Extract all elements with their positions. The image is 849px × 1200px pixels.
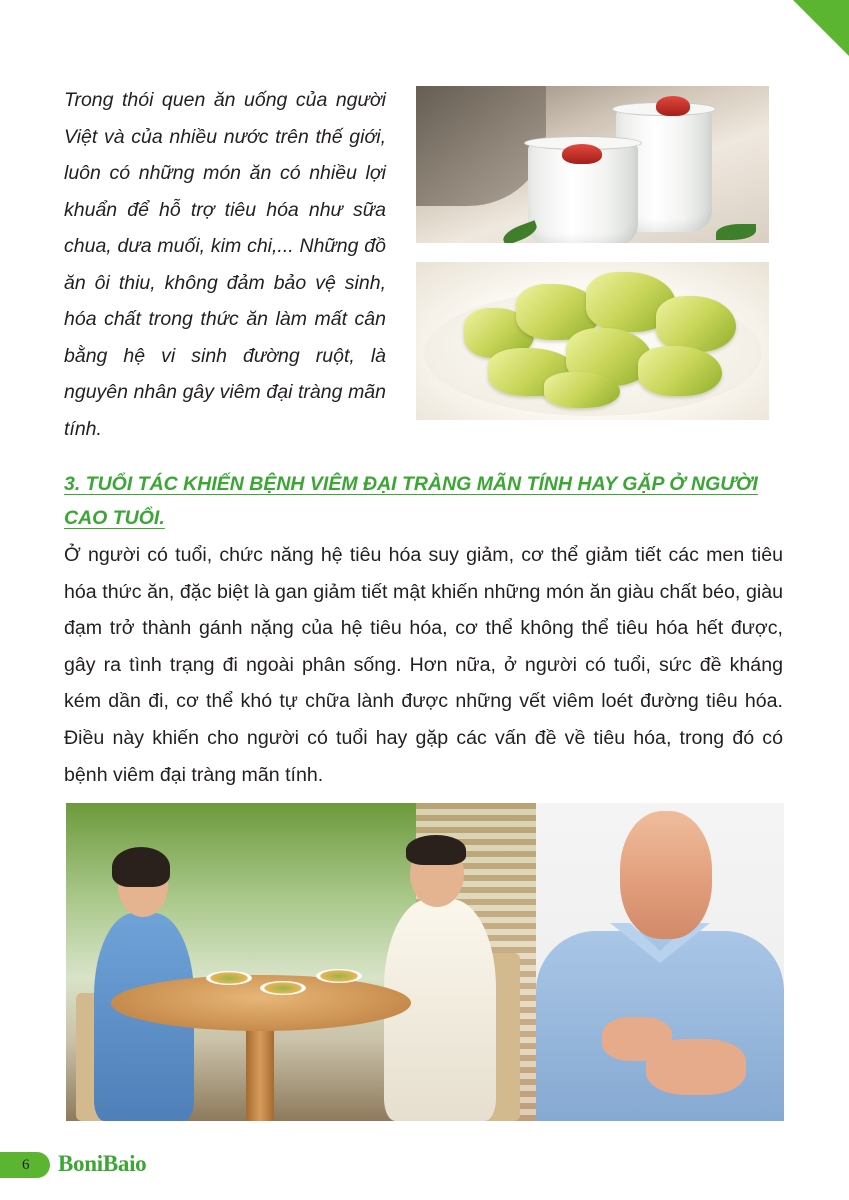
section-heading: 3. TUỔI TÁC KHIẾN BỆNH VIÊM ĐẠI TRÀNG MÃN TÍNH HAY GẶP Ở NGƯỜI CAO TUỔI. [64, 473, 758, 529]
corner-accent [793, 0, 849, 56]
elderly-couple-dining-photo [66, 803, 536, 1121]
yogurt-photo [416, 86, 769, 243]
pickled-vegetables-photo [416, 262, 769, 420]
section-body: Ở người có tuổi, chức năng hệ tiêu hóa suy giảm, cơ thể giảm tiết các men tiêu hóa thức ăn, đặc biệt là gan giảm tiết mật khiến những món ăn giàu chất béo, giàu đạm trở thành gánh nặng của hệ tiêu hóa, cơ thể không thể tiêu hóa hết được, gây ra tình trạng đi ngoài phân sống. Hơn nữa, ở người có tuổi, sức đề kháng kém dần đi, cơ thể khó tự chữa lành được những vết viêm loét đường tiêu hóa. Điều này khiến cho người có tuổi hay gặp các vấn đề về tiêu hóa, trong đó có bệnh viêm đại tràng mãn tính. [64, 544, 783, 786]
man-stomach-pain-photo [536, 803, 784, 1121]
page-number: 6 [22, 1157, 30, 1173]
brand-logo: BoniBaio [58, 1151, 147, 1176]
intro-paragraph: Trong thói quen ăn uống của người Việt và của nhiều nước trên thế giới, luôn có những món ăn có nhiều lợi khuẩn để hỗ trợ tiêu hóa như sữa chua, dưa muối, kim chi,... Những đồ ăn ôi thiu, không đảm bảo vệ sinh, hóa chất trong thức ăn làm mất cân bằng hệ vi sinh đường ruột, là nguyên nhân gây viêm đại tràng mãn tính. [64, 89, 386, 440]
